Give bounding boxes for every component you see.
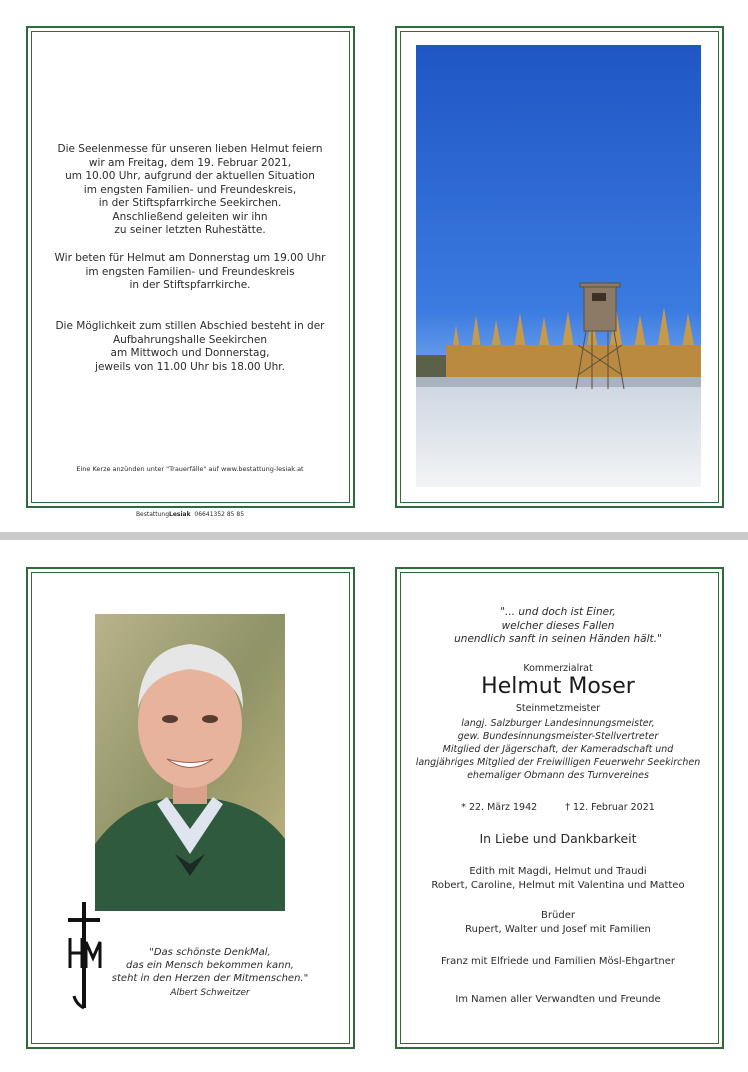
text-line: am Mittwoch und Donnerstag, [110, 347, 270, 359]
text-line: im engsten Familien- und Freundeskreis [85, 265, 295, 278]
text-line: in der Stiftspfarrkirche. [129, 279, 251, 291]
quote-line: "Das schönste DenkMal, [149, 947, 271, 958]
family-group-1 [410, 865, 706, 892]
text-line: um 10.00 Uhr, aufgrund der aktuellen Situation [65, 170, 315, 182]
honorific: Kommerzialrat [523, 663, 593, 674]
quote-line: das ein Mensch bekommen kann, [126, 960, 294, 971]
roles-list [405, 717, 711, 782]
family-line: Edith mit Magdi, Helmut und Traudi [469, 866, 647, 877]
brand-name-a: Bestattung [135, 511, 170, 518]
footer-logo [120, 511, 260, 519]
role-line: langj. Salzburger Landesinnungsmeister, [461, 718, 655, 729]
motto-quote [410, 606, 706, 647]
quote-line: steht in den Herzen der Mitmenschen." [111, 973, 309, 984]
deceased-name: Helmut Moser [481, 674, 635, 699]
dedication: In Liebe und Dankbarkeit [479, 831, 637, 846]
family-group-2 [410, 909, 706, 936]
birth-date: * 22. März 1942 [461, 802, 538, 813]
farewell-announcement [40, 320, 340, 374]
quote-author: Albert Schweitzer [170, 988, 250, 998]
family-group-3: Franz mit Elfriede und Familien Mösl-Ehgartner [440, 956, 675, 967]
family-line: Rupert, Walter und Josef mit Familien [465, 923, 651, 935]
role-line: Mitglied der Jägerschaft, der Kameradschaft und [442, 744, 674, 755]
schweitzer-quote [110, 946, 310, 1000]
profession: Steinmetzmeister [515, 703, 601, 714]
portrait-photo [95, 614, 285, 911]
candle-note-text: Eine Kerze anzünden unter "Trauerfälle" auf www.bestattung-lesiak.at [76, 465, 304, 473]
life-dates [410, 801, 706, 815]
text-line: wir am Freitag, dem 19. Februar 2021, [88, 156, 292, 169]
text-line: Die Seelenmesse für unseren lieben Helmut feiern [57, 143, 323, 155]
text-line: Wir beten für Helmut am Donnerstag um 19.00 Uhr [54, 252, 326, 264]
role-line: ehemaliger Obmann des Turnvereines [467, 770, 649, 781]
family-group-4: Im Namen aller Verwandten und Freunde [455, 994, 661, 1005]
text-line: zu seiner letzten Ruhestätte. [114, 224, 266, 236]
sheet-divider [0, 532, 748, 540]
candle-note [40, 465, 340, 473]
prayer-announcement [40, 252, 340, 293]
hunting-stand-photo [416, 45, 701, 487]
brand-name-b: Lesiak [169, 511, 191, 518]
text-line: Aufbahrungshalle Seekirchen [113, 333, 267, 346]
role-line: gew. Bundesinnungsmeister-Stellvertreter [457, 731, 659, 742]
text-line: jeweils von 11.00 Uhr bis 18.00 Uhr. [95, 360, 285, 373]
cross-monogram-logo [66, 902, 102, 1010]
text-line: Die Möglichkeit zum stillen Abschied besteht in der [55, 320, 325, 332]
mass-announcement [40, 143, 340, 238]
family-line: Brüder [541, 910, 575, 921]
footer-logo-text [120, 511, 260, 519]
family-line: Robert, Caroline, Helmut mit Valentina und Matteo [431, 879, 685, 891]
text-line: in der Stiftspfarrkirche Seekirchen. [98, 197, 282, 209]
text-line: Anschließend geleiten wir ihn [112, 210, 268, 223]
motto-line: unendlich sanft in seinen Händen hält." [454, 633, 662, 645]
text-line: im engsten Familien- und Freundeskreis, [83, 183, 297, 196]
role-line: langjähriges Mitglied der Freiwilligen Feuerwehr Seekirchen [415, 757, 701, 768]
brand-phone: 06641352 85 85 [194, 511, 245, 518]
death-date: † 12. Februar 2021 [565, 802, 655, 813]
motto-line: welcher dieses Fallen [501, 619, 615, 632]
motto-line: "... und doch ist Einer, [500, 606, 616, 618]
